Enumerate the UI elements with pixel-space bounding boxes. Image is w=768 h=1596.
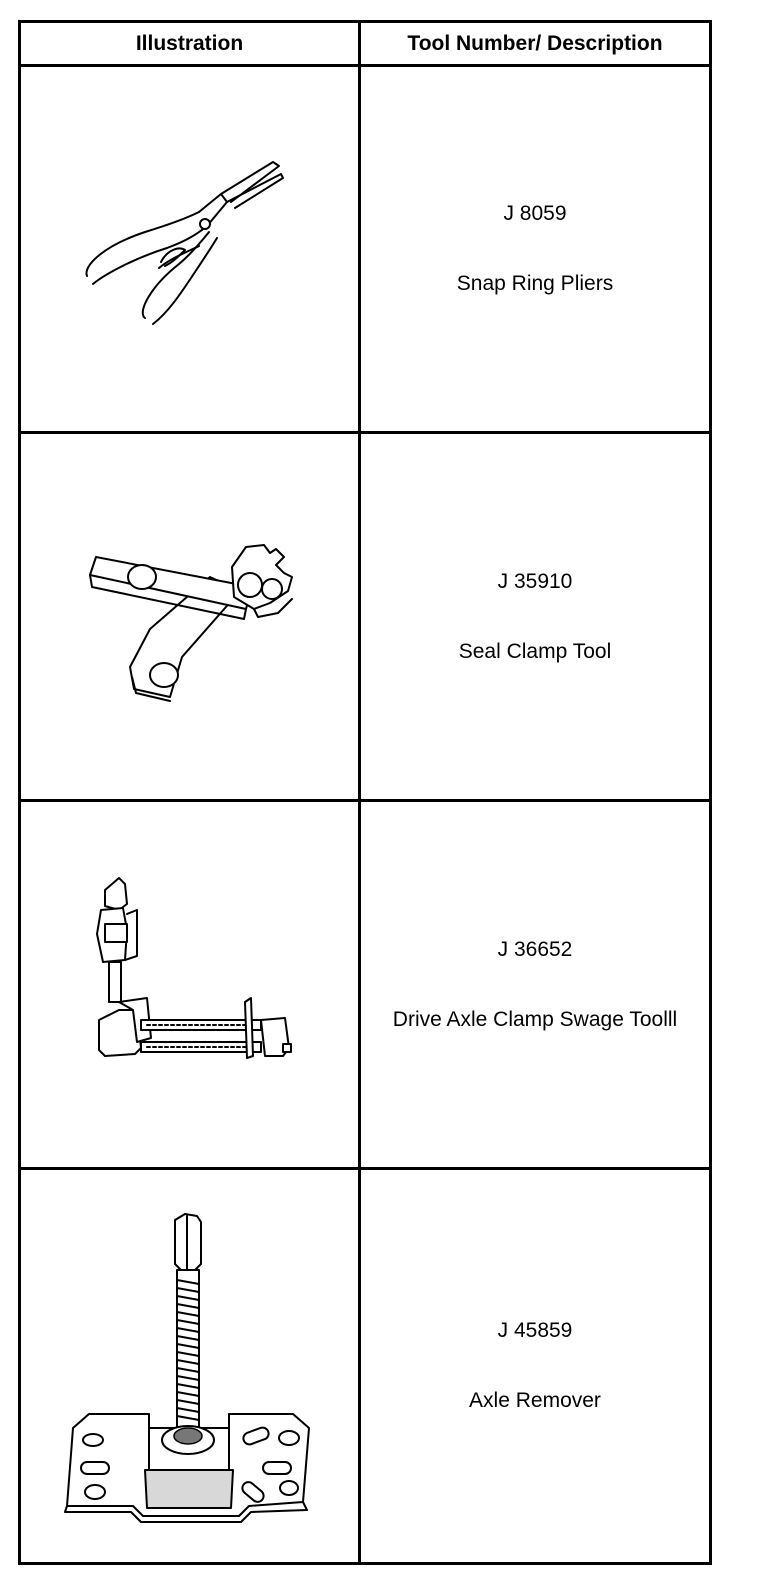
row-1-illustration	[21, 67, 361, 434]
header-illustration-label: Illustration	[135, 31, 244, 55]
header-description	[361, 23, 709, 67]
axle-remover-illustration	[45, 1206, 335, 1526]
seal-clamp-tool-illustration	[70, 517, 310, 717]
row-1-description	[361, 67, 709, 434]
tool-description: Snap Ring Pliers	[456, 272, 614, 295]
row-3-description	[361, 802, 709, 1170]
header-description-label: Tool Number/ Description	[407, 31, 663, 55]
row-4-description	[361, 1170, 709, 1562]
row-4-illustration	[21, 1170, 361, 1562]
row-2-description	[361, 434, 709, 802]
tool-number: J 45859	[497, 1319, 573, 1342]
snap-ring-pliers-illustration	[75, 154, 305, 344]
row-3-illustration	[21, 802, 361, 1170]
row-2-illustration	[21, 434, 361, 802]
tool-number: J 36652	[497, 937, 573, 961]
tool-description: Seal Clamp Tool	[458, 639, 612, 663]
tool-number: J 35910	[497, 569, 573, 593]
swage-tool-illustration	[75, 870, 305, 1100]
tool-table	[18, 20, 712, 1565]
tool-description: Axle Remover	[469, 1389, 601, 1412]
header-illustration	[21, 23, 361, 67]
tool-number: J 8059	[503, 202, 567, 225]
tool-description: Drive Axle Clamp Swage Toolll	[392, 1007, 678, 1031]
